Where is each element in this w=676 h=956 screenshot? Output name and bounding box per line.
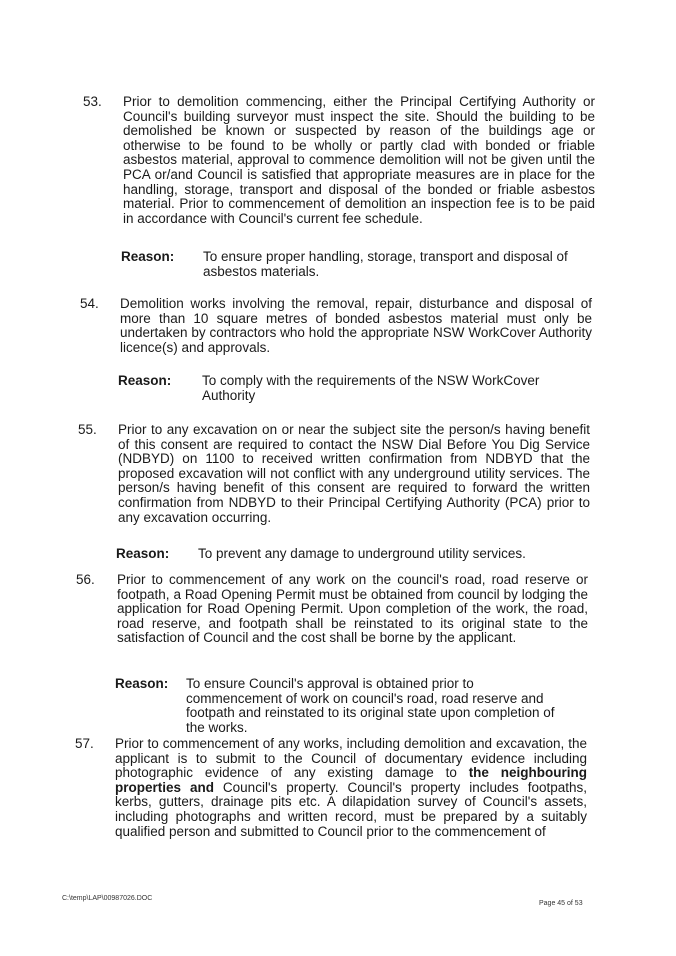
reason-label: Reason: <box>115 676 169 691</box>
reason-text: To comply with the requirements of the NSW WorkCover Authority <box>202 373 540 403</box>
clause-text-start: Prior to commencement of any works, including demolition and excavation, the applicant is to submit to the Council of documentary evidence including photographic evidence of any existing damage to <box>115 736 587 781</box>
reason-label: Reason: <box>118 373 172 388</box>
clause-text-end: Council's property. Council's property includes footpaths, kerbs, gutters, drainage pits etc. A dilapidation survey of Council's assets, including photographs and written record, must be prepared by a suitably qualified person and submitted to Council prior to the commencement of <box>115 779 587 839</box>
clause-number: 55. <box>78 422 97 437</box>
clause-number: 53. <box>83 94 102 109</box>
reason-text: To ensure Council's approval is obtained prior to commencement of work on council's road, road reserve and footpath and reinstated to its original state upon completion of the works. <box>186 676 555 735</box>
clause-text: Prior to demolition commencing, either the Principal Certifying Authority or Council's building surveyor must inspect the site. Should the building to be demolished be known or suspected by reason of the buildings age or otherwise to be found to be wholly or partly clad with bonded or friable asbestos material, approval to commence demolition will not be given until the PCA or/and Council is satisfied that appropriate measures are in place for the handling, storage, transport and disposal of the bonded or friable asbestos material. Prior to commencement of demolition an inspection fee is to be paid in accordance with Council's current fee schedule. <box>123 94 595 226</box>
clause-text: Prior to commencement of any work on the council's road, road reserve or footpath, a Road Opening Permit must be obtained from council by lodging the application for Road Opening Permit. Upon completion of the work, the road, road reserve, and footpath shall be reinstated to its original state to the satisfaction of Council and the cost shall be borne by the applicant. <box>117 572 588 646</box>
reason-text: To prevent any damage to underground utility services. <box>198 546 526 561</box>
clause-text: Prior to any excavation on or near the subject site the person/s having benefit of this consent are required to contact the NSW Dial Before You Dig Service (NDBYD) on 1100 to received written confirmation from NDBYD that the proposed excavation will not conflict with any underground utility services. The person/s having benefit of this consent are required to forward the written confirmation from NDBYD to their Principal Certifying Authority (PCA) prior to any excavation occurring. <box>118 422 590 525</box>
footer-page-number: Page 45 of 53 <box>539 900 583 907</box>
reason-text: To ensure proper handling, storage, transport and disposal of asbestos materials. <box>203 249 568 279</box>
clause-text <box>115 737 587 839</box>
reason-label: Reason: <box>121 249 175 264</box>
reason-label: Reason: <box>116 546 170 561</box>
clause-text-bold: the neighbouring properties and <box>115 765 587 795</box>
clause-number: 57. <box>75 736 94 751</box>
clause-number: 56. <box>76 572 95 587</box>
clause-number: 54. <box>80 296 99 311</box>
footer-file-path: C:\temp\LAP\00987026.DOC <box>62 895 153 902</box>
clause-text: Demolition works involving the removal, repair, disturbance and disposal of more than 10 square metres of bonded asbestos material must only be undertaken by contractors who hold the appropriate NSW WorkCover Authority licence(s) and approvals. <box>120 296 592 355</box>
